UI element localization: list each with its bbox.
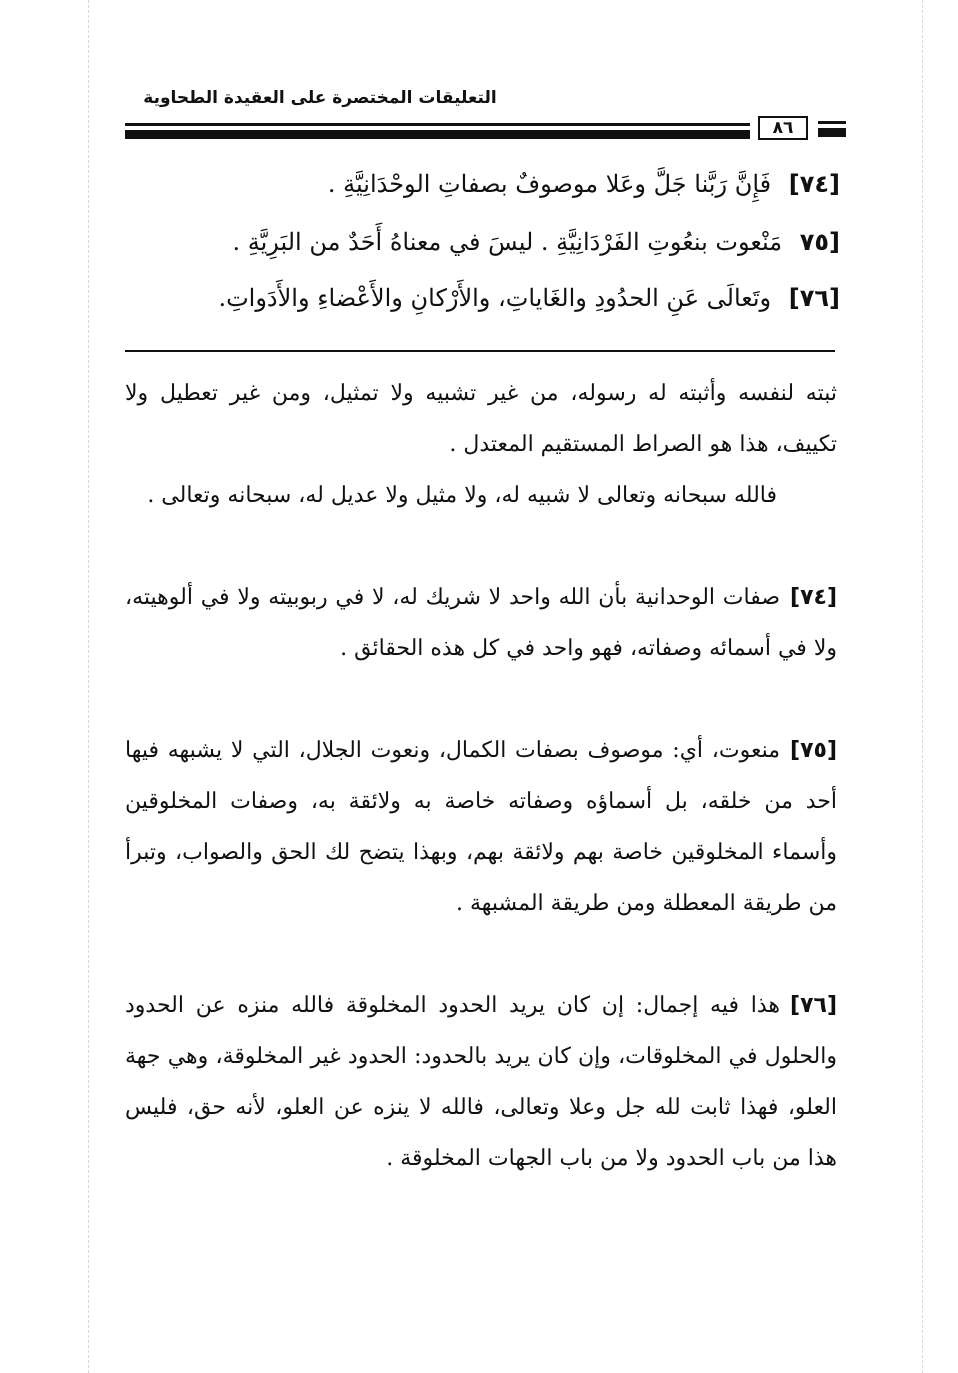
matn-text: مَنْعوت بنعُوتِ الفَرْدَانِيَّةِ . ليسَ في معناهُ أَحَدٌ من البَرِيَّةِ . xyxy=(232,228,783,256)
commentary-number: [٧٥] xyxy=(790,738,837,763)
matn-text: وتَعالَى عَنِ الحدُودِ والغَاياتِ، والأَرْكانِ والأَعْضاءِ والأَدَواتِ. xyxy=(218,284,772,312)
commentary-number: [٧٦] xyxy=(790,993,837,1018)
matn-number: [٧٥ xyxy=(799,228,840,256)
running-title: التعليقات المختصرة على العقيدة الطحاوية xyxy=(143,88,497,108)
matn-number: [٧٤] xyxy=(788,170,840,198)
commentary-text: فالله سبحانه وتعالى لا شبيه له، ولا مثيل ولا عديل له، سبحانه وتعالى . xyxy=(147,483,777,508)
matn-text: فَإِنَّ رَبَّنا جَلَّ وعَلا موصوفٌ بصفاتِ الوحْدَانِيَّةِ . xyxy=(327,170,772,198)
matn-line-76 xyxy=(150,284,840,312)
header-rule-thick xyxy=(125,130,750,139)
matn-line-74 xyxy=(150,170,840,198)
header-rule-right-thick xyxy=(818,128,846,137)
scan-edge-right xyxy=(922,0,923,1373)
page-number: ٨٦ xyxy=(758,116,808,140)
commentary-text: صفات الوحدانية بأن الله واحد لا شريك له، لا في ربوبيته ولا في ألوهيته، ولا في أسمائه وصفاته، فهو واحد في كل هذه الحقائق . xyxy=(125,585,837,661)
header-rule-right-thin xyxy=(818,121,846,124)
commentary-number: [٧٤] xyxy=(790,585,837,610)
text-separator xyxy=(125,350,835,352)
commentary-paragraph-1 xyxy=(125,368,837,470)
scan-edge-left xyxy=(88,0,89,1373)
commentary-text: هذا فيه إجمال: إن كان يريد الحدود المخلوقة فالله منزه عن الحدود والحلول في المخلوقات، وإن كان يريد بالحدود: الحدود غير المخلوقة، وهي جهة العلو، فهذا ثابت لله جل وعلا وتعالى، فالله لا ينزه عن العلو، لأنه حق، فليس هذا من باب الحدود ولا من باب الجهات المخلوقة . xyxy=(125,993,837,1171)
commentary-paragraph-75 xyxy=(125,725,837,929)
commentary-paragraph-2 xyxy=(125,470,837,521)
matn-number: [٧٦] xyxy=(788,284,840,312)
matn-line-75 xyxy=(150,228,840,256)
commentary-paragraph-76 xyxy=(125,980,837,1184)
commentary-text: ثبته لنفسه وأثبته له رسوله، من غير تشبيه ولا تمثيل، ومن غير تعطيل ولا تكييف، هذا هو الصراط المستقيم المعتدل . xyxy=(125,381,837,457)
header-rule-thin xyxy=(125,123,750,126)
commentary-text: منعوت، أي: موصوف بصفات الكمال، ونعوت الجلال، التي لا يشبهه فيها أحد من خلقه، بل أسماؤه وصفاته خاصة به ولائقة به، وصفات المخلوقين وأسماء المخلوقين خاصة بهم ولائقة بهم، وبهذا يتضح لك الحق والصواب، وتبرأ من طريقة المعطلة ومن طريقة المشبهة . xyxy=(125,738,837,916)
commentary-paragraph-74 xyxy=(125,572,837,674)
